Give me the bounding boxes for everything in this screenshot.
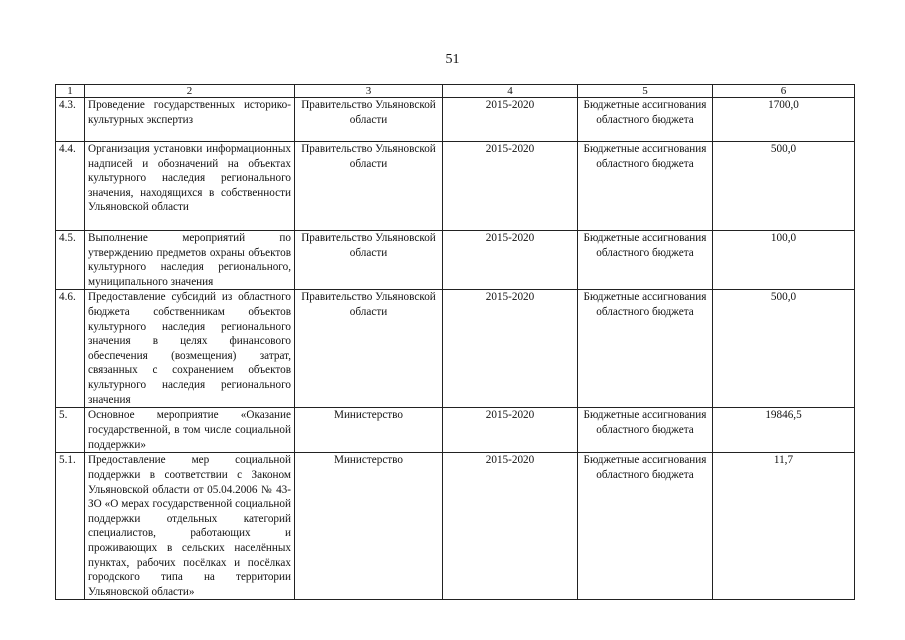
period: 2015-2020	[443, 142, 578, 231]
executor: Правительство Ульяновской области	[295, 290, 443, 408]
row-number: 4.6.	[56, 290, 85, 408]
amount: 11,7	[713, 453, 855, 600]
column-header: 4	[443, 85, 578, 98]
column-header: 2	[85, 85, 295, 98]
funding-source: Бюджетные ассигнования областного бюджета	[578, 290, 713, 408]
table-row	[56, 408, 855, 453]
measure-name: Организация установки информационных надписей и обозначений на объектах культурного наследия регионального значения, находящихся в собственности Ульяновской области	[85, 142, 295, 231]
table-row	[56, 142, 855, 231]
column-header: 6	[713, 85, 855, 98]
funding-source: Бюджетные ассигнования областного бюджета	[578, 142, 713, 231]
amount: 19846,5	[713, 408, 855, 453]
funding-source: Бюджетные ассигнования областного бюджета	[578, 408, 713, 453]
period: 2015-2020	[443, 231, 578, 290]
funding-source: Бюджетные ассигнования областного бюджета	[578, 453, 713, 600]
measures-table	[55, 84, 855, 600]
amount: 500,0	[713, 142, 855, 231]
period: 2015-2020	[443, 408, 578, 453]
row-number: 5.1.	[56, 453, 85, 600]
column-header: 5	[578, 85, 713, 98]
table-row	[56, 231, 855, 290]
row-number: 5.	[56, 408, 85, 453]
funding-source: Бюджетные ассигнования областного бюджета	[578, 231, 713, 290]
table-row	[56, 453, 855, 600]
executor: Правительство Ульяновской области	[295, 98, 443, 142]
row-number: 4.4.	[56, 142, 85, 231]
measure-name: Выполнение мероприятий по утверждению предметов охраны объектов культурного наследия регионального, муниципального значения	[85, 231, 295, 290]
table-header-row	[56, 85, 855, 98]
executor: Министерство	[295, 453, 443, 600]
table-row	[56, 290, 855, 408]
funding-source: Бюджетные ассигнования областного бюджета	[578, 98, 713, 142]
table-row	[56, 98, 855, 142]
measure-name: Проведение государственных историко-культурных экспертиз	[85, 98, 295, 142]
amount: 100,0	[713, 231, 855, 290]
measure-name: Предоставление мер социальной поддержки в соответствии с Законом Ульяновской области от 05.04.2006 № 43-ЗО «О мерах государственной социальной поддержки отдельных категорий специалистов, работающих и проживающих в сельских населённых пунктах, рабочих посёлках и посёлках городского типа на территории Ульяновской области»	[85, 453, 295, 600]
column-header: 1	[56, 85, 85, 98]
executor: Правительство Ульяновской области	[295, 231, 443, 290]
amount: 1700,0	[713, 98, 855, 142]
period: 2015-2020	[443, 98, 578, 142]
amount: 500,0	[713, 290, 855, 408]
page-number: 51	[445, 52, 460, 67]
executor: Министерство	[295, 408, 443, 453]
executor: Правительство Ульяновской области	[295, 142, 443, 231]
measure-name: Предоставление субсидий из областного бюджета собственникам объектов культурного наследия регионального значения в целях финансового обеспечения (возмещения) затрат, связанных с сохранением объектов культурного наследия регионального значения	[85, 290, 295, 408]
column-header: 3	[295, 85, 443, 98]
period: 2015-2020	[443, 453, 578, 600]
period: 2015-2020	[443, 290, 578, 408]
row-number: 4.5.	[56, 231, 85, 290]
row-number: 4.3.	[56, 98, 85, 142]
measure-name: Основное мероприятие «Оказание государственной, в том числе социальной поддержки»	[85, 408, 295, 453]
